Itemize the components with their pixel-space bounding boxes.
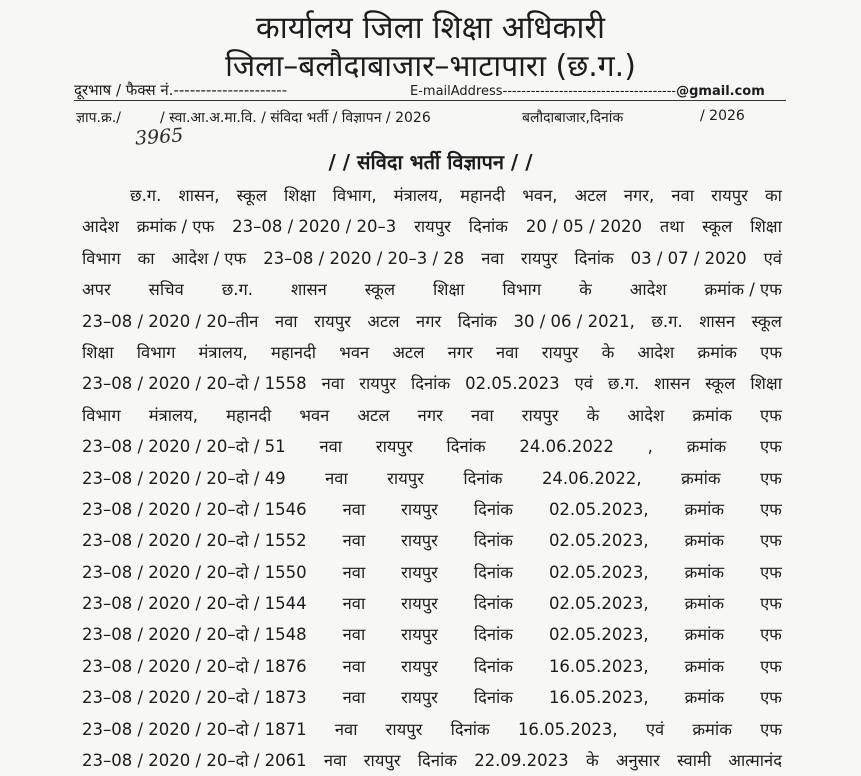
body-word: 23–08 / 2020 / 20–दो / 49	[82, 468, 286, 488]
body-word: नवा	[321, 374, 345, 394]
body-word: एफ	[760, 531, 782, 551]
body-word: नवा	[342, 688, 366, 708]
body-word: क्रमांक	[697, 342, 737, 362]
body-word: सचिव	[148, 280, 184, 300]
body-line	[82, 274, 782, 305]
body-line	[82, 211, 782, 242]
body-word: तथा	[659, 217, 685, 237]
body-word: 23–08 / 2020 / 20–3 / 28	[263, 248, 465, 268]
body-word: 02.05.2023,	[548, 562, 649, 582]
body-line	[82, 180, 782, 211]
body-word: ,	[647, 437, 653, 457]
body-word: आदेश	[627, 405, 665, 425]
body-word: अटल	[367, 311, 400, 331]
body-line	[82, 463, 782, 494]
body-word: नवा	[342, 594, 366, 614]
body-word: आदेश	[629, 280, 667, 300]
body-word: दिनांक	[417, 751, 457, 771]
body-word: दिनांक	[473, 531, 513, 551]
body-word: दिनांक	[473, 688, 513, 708]
body-word: 23–08 / 2020 / 20–दो / 51	[82, 437, 286, 457]
body-word: 23–08 / 2020 / 20–दो / 1558	[82, 374, 307, 394]
body-word: एफ	[760, 405, 782, 425]
body-word: मंत्रालय,	[148, 405, 199, 425]
body-word: मंत्रालय,	[393, 186, 443, 205]
body-word: रायपुर	[401, 656, 438, 676]
body-word: 16.05.2023,	[548, 688, 649, 708]
body-word: 22.09.2023	[474, 751, 569, 771]
body-line	[82, 745, 782, 776]
body-word: 02.05.2023	[465, 374, 560, 394]
body-word: एवं	[574, 374, 593, 394]
email-domain: @gmail.com	[676, 84, 765, 99]
body-word: नवा	[671, 186, 694, 205]
ref-prefix: ज्ञाप.क्र./	[76, 110, 121, 126]
date-year: / 2026	[700, 108, 745, 124]
body-word: विभाग,	[332, 186, 377, 205]
body-word: रायपुर	[314, 311, 351, 331]
body-word: मंत्रालय,	[198, 342, 248, 362]
body-word: स्कूल	[702, 217, 733, 237]
body-word: नवा	[325, 468, 348, 488]
body-word: क्रमांक	[684, 625, 725, 645]
body-word: क्रमांक	[684, 562, 725, 582]
body-word: रायपुर	[401, 688, 438, 708]
body-word: आत्मानंद	[728, 751, 782, 771]
body-word: छ.ग.	[130, 186, 162, 205]
body-word: एफ	[760, 594, 782, 614]
body-word: 23–08 / 2020 / 20–दो / 1873	[82, 688, 307, 708]
body-word: स्कूल	[751, 311, 782, 331]
body-word: नवा	[334, 719, 358, 739]
body-word: एफ	[760, 688, 782, 708]
body-word: विभाग	[502, 280, 542, 300]
body-word: दिनांक	[574, 248, 614, 268]
body-word: दिनांक	[468, 217, 508, 237]
body-word: शासन,	[178, 186, 220, 205]
email-placeholder: ------------------------------------	[507, 84, 677, 99]
body-word: एफ	[760, 437, 782, 457]
body-word: 23–08 / 2020 / 20–तीन	[82, 311, 259, 331]
body-word: का	[137, 248, 155, 268]
body-word: एवं	[645, 719, 665, 739]
body-word: दिनांक	[473, 625, 513, 645]
body-word: महानदी	[460, 186, 506, 205]
body-line	[82, 714, 782, 745]
body-word: 23–08 / 2020 / 20–दो / 1552	[82, 531, 307, 551]
body-word: विभाग	[136, 342, 176, 362]
body-line	[82, 525, 782, 556]
body-word: रायपुर	[363, 751, 401, 771]
body-word: 02.05.2023,	[548, 531, 649, 551]
date-place: बलौदाबाजार,दिनांक	[522, 110, 624, 126]
body-word: का	[764, 186, 782, 205]
body-word: क्रमांक	[684, 499, 725, 519]
body-word: नवा	[495, 342, 519, 362]
district-title: जिला–बलौदाबाजार–भाटापारा (छ.ग.)	[225, 49, 636, 84]
body-word: दिनांक	[457, 311, 497, 331]
body-word: 02.05.2023,	[548, 499, 649, 519]
email-address	[410, 84, 765, 99]
body-word: रायपुर	[520, 248, 558, 268]
body-word: नवा	[342, 499, 366, 519]
body-line	[82, 682, 782, 713]
body-word: भवन	[339, 342, 370, 362]
body-word: नगर	[447, 342, 473, 362]
body-word: स्कूल	[236, 186, 267, 205]
body-word: छ.ग.	[651, 311, 683, 331]
body-word: क्रमांक / एफ	[704, 280, 782, 300]
body-word: छ.ग.	[221, 280, 254, 300]
body-word: विभाग	[82, 405, 121, 425]
body-word: क्रमांक	[692, 719, 732, 739]
body-word: नवा	[274, 311, 298, 331]
body-word: आदेश	[82, 217, 119, 237]
body-word: रायपुर	[711, 186, 748, 205]
body-word: नवा	[342, 625, 366, 645]
body-word: 02.05.2023,	[548, 625, 649, 645]
body-word: शिक्षा	[284, 186, 316, 205]
email-label: E-mailAddress-	[410, 84, 508, 99]
body-word: दिनांक	[473, 594, 513, 614]
body-word: नवा	[342, 562, 366, 582]
body-word: 23–08 / 2020 / 20–दो / 1876	[82, 656, 307, 676]
body-word: नवा	[319, 437, 343, 457]
body-word: रायपुर	[401, 562, 438, 582]
body-word: क्रमांक	[684, 688, 725, 708]
body-word: आदेश / एफ	[171, 248, 247, 268]
body-word: महानदी	[226, 405, 272, 425]
body-word: नवा	[342, 656, 366, 676]
body-word: दिनांक	[473, 656, 513, 676]
body-line	[82, 557, 782, 588]
header-divider	[74, 100, 786, 101]
body-word: नगर,	[623, 186, 655, 205]
body-word: अटल	[392, 342, 425, 362]
body-line	[82, 651, 782, 682]
notice-heading: / / संविदा भर्ती विज्ञापन / /	[328, 150, 533, 174]
body-word: नगर	[417, 405, 443, 425]
body-word: 23–08 / 2020 / 20–दो / 1548	[82, 625, 307, 645]
body-word: अटल	[357, 405, 390, 425]
body-line	[82, 337, 782, 368]
body-word: रायपुर	[541, 342, 579, 362]
body-word: 23–08 / 2020 / 20–दो / 2061	[82, 751, 307, 771]
body-word: क्रमांक	[684, 656, 725, 676]
body-word: शिक्षा	[750, 374, 782, 394]
body-word: क्रमांक / एफ	[136, 217, 215, 237]
body-word: दिनांक	[473, 562, 513, 582]
body-word: 20 / 05 / 2020	[525, 217, 642, 237]
phone-fax-label	[74, 80, 287, 100]
body-word: 30 / 06 / 2021,	[513, 311, 635, 331]
body-line	[82, 494, 782, 525]
body-word: 16.05.2023,	[517, 719, 618, 739]
body-word: रायपुर	[375, 437, 413, 457]
body-word: स्वामी	[677, 751, 712, 771]
body-word: रायपुर	[385, 719, 423, 739]
body-word: रायपुर	[401, 594, 438, 614]
body-line	[82, 588, 782, 619]
body-word: 23–08 / 2020 / 20–3	[232, 217, 397, 237]
body-word: एफ	[760, 719, 782, 739]
body-word: दिनांक	[473, 499, 513, 519]
body-word: शासन	[291, 280, 327, 300]
body-word: रायपुर	[401, 499, 438, 519]
body-word: 02.05.2023,	[548, 594, 649, 614]
body-word: भवन,	[522, 186, 558, 205]
body-word: शिक्षा	[432, 280, 465, 300]
office-title: कार्यालय जिला शिक्षा अधिकारी	[255, 10, 606, 46]
ref-path: / स्वा.आ.अ.मा.वि. / संविदा भर्ती / विज्ञापन / 2026	[160, 110, 431, 126]
body-word: के	[586, 405, 600, 425]
body-word: दिनांक	[446, 437, 486, 457]
body-word: एफ	[760, 342, 782, 362]
body-word: 03 / 07 / 2020	[630, 248, 747, 268]
body-word: रायपुर	[387, 468, 424, 488]
body-word: छ.ग.	[607, 374, 640, 394]
body-word: विभाग	[82, 248, 121, 268]
body-word: एवं	[763, 248, 782, 268]
body-word: 23–08 / 2020 / 20–दो / 1546	[82, 499, 307, 519]
body-word: 16.05.2023,	[548, 656, 649, 676]
body-word: के	[585, 751, 599, 771]
body-word: क्रमांक	[681, 468, 721, 488]
body-word: रायपुर	[401, 625, 438, 645]
body-word: नवा	[342, 531, 366, 551]
body-word: नगर	[416, 311, 442, 331]
body-word: शिक्षा	[82, 342, 114, 362]
body-word: 23–08 / 2020 / 20–दो / 1550	[82, 562, 307, 582]
body-line	[82, 243, 782, 274]
body-word: एफ	[760, 656, 782, 676]
body-word: एफ	[760, 562, 782, 582]
body-word: 23–08 / 2020 / 20–दो / 1544	[82, 594, 307, 614]
body-word: रायपुर	[414, 217, 451, 237]
body-word: क्रमांक	[692, 405, 732, 425]
body-word: नवा	[323, 751, 347, 771]
handwritten-number: 3965	[134, 124, 185, 150]
phone-placeholder: ---------------------	[173, 81, 288, 99]
body-line	[82, 368, 782, 399]
body-word: के	[601, 342, 615, 362]
body-word: 24.06.2022,	[541, 468, 642, 488]
body-word: नवा	[471, 405, 494, 425]
body-word: एफ	[760, 468, 782, 488]
body-word: रायपुर	[521, 405, 559, 425]
body-word: एफ	[760, 499, 782, 519]
body-word: के	[579, 280, 592, 300]
body-word: अनुसार	[615, 751, 660, 771]
body-word: आदेश	[637, 342, 675, 362]
body-word: 23–08 / 2020 / 20–दो / 1871	[82, 719, 307, 739]
body-line	[82, 400, 782, 431]
body-word: दिनांक	[463, 468, 503, 488]
body-word: नवा	[481, 248, 504, 268]
body-word: स्कूल	[364, 280, 396, 300]
body-word: क्रमांक	[684, 531, 725, 551]
body-line	[82, 619, 782, 650]
body-word: रायपुर	[359, 374, 396, 394]
body-line	[82, 431, 782, 462]
body-word: शासन	[654, 374, 691, 394]
body-line	[82, 306, 782, 337]
body-word: एफ	[760, 625, 782, 645]
phone-label: दूरभाष / फैक्स नं.	[74, 81, 174, 99]
body-word: रायपुर	[401, 531, 438, 551]
body-word: क्रमांक	[686, 437, 727, 457]
body-word: शासन	[699, 311, 736, 331]
body-word: महानदी	[270, 342, 317, 362]
body-word: क्रमांक	[684, 594, 725, 614]
body-word: भवन	[299, 405, 330, 425]
body-word: दिनांक	[410, 374, 451, 394]
body-word: 24.06.2022	[519, 437, 614, 457]
notice-body	[82, 180, 782, 776]
body-word: अटल	[574, 186, 607, 205]
body-word: अपर	[82, 280, 111, 300]
body-word: शिक्षा	[750, 217, 782, 237]
body-word: स्कूल	[705, 374, 736, 394]
body-word: दिनांक	[450, 719, 490, 739]
